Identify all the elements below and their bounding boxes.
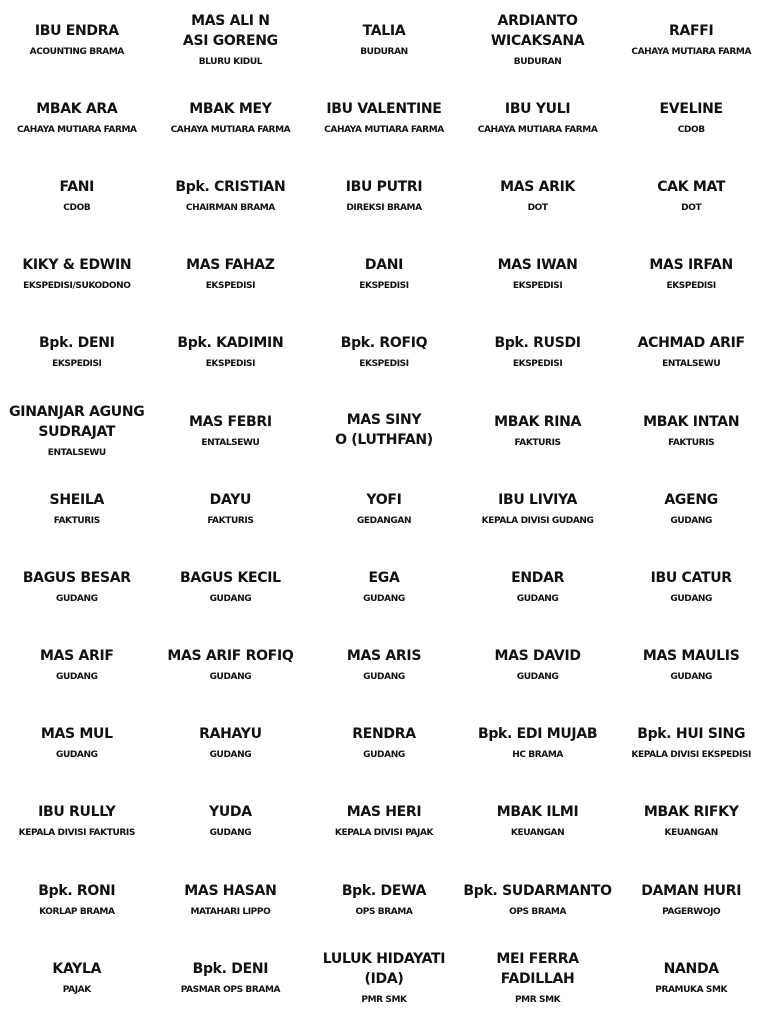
name-card [307,860,461,938]
name-card-organization: PMR SMK [514,994,561,1005]
name-card-organization: KEUANGAN [510,828,565,839]
name-card-name: MAS ALI N ASI GORENG [182,12,278,49]
name-card-name: NANDA [663,960,719,977]
name-card [0,704,154,782]
name-card [307,704,461,782]
name-card-organization: HC BRAMA [512,750,563,761]
name-card-organization: ENTALSEWU [201,437,260,448]
name-card [461,782,615,860]
name-card-name: Bpk. CRISTIAN [175,178,286,195]
name-card-name: Bpk. HUI SING [637,726,746,743]
name-card-name: MAS DAVID [494,648,581,665]
name-card-organization: ACOUNTING BRAMA [29,46,124,57]
name-card-organization: DOT [527,202,548,213]
name-card [154,469,308,547]
name-card-organization: PRAMUKA SMK [655,984,728,995]
name-card-name: RENDRA [352,726,416,743]
name-card-name: MAS ARIS [346,648,422,665]
name-card-organization: GUDANG [363,750,405,761]
name-card [461,469,615,547]
name-card-name: Bpk. EDI MUJAB [477,726,598,743]
name-card [0,313,154,391]
name-card-organization: EKSPEDISI [52,359,102,370]
name-card [154,860,308,938]
name-card-name: GINANJAR AGUNG SUDRAJAT [9,403,145,440]
name-card-organization: GUDANG [55,672,98,683]
name-card [154,626,308,704]
name-card-name: MBAK ARA [36,100,118,117]
name-card-name: IBU YULI [504,100,571,117]
name-card [461,626,615,704]
name-card [461,938,615,1016]
name-card [307,469,461,547]
name-card [0,547,154,625]
name-card [461,704,615,782]
name-card-organization: FAKTURIS [53,515,100,526]
name-card-organization: GUDANG [209,593,252,604]
name-card-name: IBU LIVIYA [498,491,578,508]
name-card-name: ACHMAD ARIF [637,335,745,352]
name-card-organization: FAKTURIS [514,437,561,448]
name-card-name: RAFFI [668,22,714,39]
name-card [154,391,308,469]
name-card-name: MAS SINY O (LUTHFAN) [335,412,433,449]
name-card [0,78,154,156]
name-card-organization: FAKTURIS [207,515,254,526]
name-card-name: MBAK ILMI [496,804,579,821]
name-card-name: Bpk. ROFIQ [340,335,428,352]
name-card-name: EVELINE [659,100,723,117]
name-card-organization: OPS BRAMA [355,906,413,917]
name-card-name: IBU PUTRI [345,178,423,195]
name-card-organization: GUDANG [670,593,713,604]
name-card-name: MAS IRFAN [649,257,733,274]
name-card [461,391,615,469]
name-card-name: MAS FAHAZ [186,257,275,274]
name-card [307,0,461,78]
name-card [0,860,154,938]
name-card [0,469,154,547]
name-card [0,156,154,234]
name-card [307,782,461,860]
name-card-name: AGENG [664,491,718,508]
name-card [307,626,461,704]
name-card [0,626,154,704]
name-card-name: MAS ARIF [39,648,114,665]
name-card-organization: CAHAYA MUTIARA FARMA [170,124,291,135]
name-card [614,156,768,234]
name-card-organization: EKSPEDISI [512,281,563,292]
name-card-organization: GEDANGAN [356,515,412,526]
name-card-name: YOFI [366,491,402,508]
name-card [614,78,768,156]
name-card-name: Bpk. SUDARMANTO [463,882,612,899]
name-card-name: MAS IWAN [497,257,578,274]
name-card [614,547,768,625]
name-card-organization: GUDANG [209,828,252,839]
name-card-name: MBAK MEY [189,100,272,117]
name-card [614,313,768,391]
name-card [154,78,308,156]
name-card [614,860,768,938]
name-card-name: ARDIANTO WICAKSANA [490,12,585,49]
name-card [614,938,768,1016]
name-card [154,938,308,1016]
name-card-organization: EKSPEDISI [205,359,256,370]
name-card-organization: PMR SMK [361,994,407,1005]
name-card-name: KAYLA [52,960,102,977]
name-card-name: MAS MUL [40,726,113,743]
name-card-name: MAS HERI [346,804,422,821]
name-card [154,0,308,78]
name-card-name: MAS FEBRI [188,413,272,430]
name-card [461,547,615,625]
name-card [614,235,768,313]
name-card [614,391,768,469]
name-card-organization: GUDANG [516,672,559,683]
name-card-organization: BUDURAN [513,56,562,67]
name-card-name: MAS MAULIS [642,648,740,665]
name-card [461,78,615,156]
name-card-name: BAGUS KECIL [179,569,281,586]
name-card-organization: KEUANGAN [664,828,718,839]
name-card-name: EGA [368,569,400,586]
name-card-name: BAGUS BESAR [22,569,131,586]
name-card-name: Bpk. RONI [38,882,116,899]
name-card [307,235,461,313]
name-card [461,313,615,391]
name-card-organization: CAHAYA MUTIARA FARMA [16,124,137,135]
name-card-organization: MATAHARI LIPPO [190,906,271,917]
name-card-name: Bpk. RUSDI [494,335,581,352]
name-card-name: MEI FERRA FADILLAH [496,950,579,987]
name-card-name: ENDAR [511,569,565,586]
name-card-name: SHEILA [49,491,105,508]
name-card-name: FANI [59,178,95,195]
name-card-organization: OPS BRAMA [509,906,567,917]
name-card-organization: ENTALSEWU [662,359,721,370]
name-card-name: RAHAYU [199,726,262,743]
name-card-organization: PASMAR OPS BRAMA [180,984,281,995]
name-card-name: DANI [364,257,404,274]
name-card-organization: CAHAYA MUTIARA FARMA [631,46,752,57]
name-card-organization: KEPALA DIVISI FAKTURIS [18,828,135,839]
name-card-name: Bpk. DEWA [341,882,427,899]
name-card-organization: GUDANG [670,515,713,526]
name-card [307,78,461,156]
name-card [614,0,768,78]
name-card-name: Bpk. KADIMIN [177,335,284,352]
name-card-name: LULUK HIDAYATI (IDA) [322,950,446,987]
name-card-name: IBU ENDRA [34,22,119,39]
name-card [0,938,154,1016]
name-card-organization: PAJAK [62,984,91,995]
name-card [0,0,154,78]
name-card-organization: CDOB [63,202,91,213]
name-card-organization: KEPALA DIVISI EKSPEDISI [631,750,751,761]
name-card-organization: DOT [681,202,702,213]
name-card-name: MBAK INTAN [643,413,740,430]
name-card-organization: EKSPEDISI [205,281,256,292]
name-card [154,313,308,391]
name-card [461,156,615,234]
name-card [461,235,615,313]
name-card [614,469,768,547]
name-card-name: Bpk. DENI [192,960,269,977]
name-card-organization: CAHAYA MUTIARA FARMA [324,124,444,135]
name-card-name: KIKY & EDWIN [22,257,132,274]
name-card-name: DAMAN HURI [641,882,742,899]
name-card-name: MAS ARIF ROFIQ [167,648,294,665]
name-card-organization: GUDANG [363,672,405,683]
name-card [307,156,461,234]
name-card-organization: EKSPEDISI [512,359,563,370]
name-card-name: MAS HASAN [184,882,277,899]
name-card-organization: GUDANG [670,672,713,683]
name-card-name: DAYU [209,491,252,508]
name-card-name: IBU RULLY [38,804,116,821]
name-card [0,782,154,860]
name-card-organization: GUDANG [55,750,98,761]
name-card [307,313,461,391]
name-card-organization: PAGERWOJO [662,906,721,917]
name-card [154,547,308,625]
name-card-organization: ENTALSEWU [47,447,106,458]
name-card-organization: GUDANG [363,593,405,604]
name-card-organization: EKSPEDISI [359,281,409,292]
name-card-organization: BUDURAN [360,46,408,57]
name-card [154,235,308,313]
name-card-name: IBU VALENTINE [326,100,442,117]
name-card-name: TALIA [362,22,406,39]
name-card-organization: GUDANG [209,750,252,761]
name-card [307,547,461,625]
name-card [614,704,768,782]
name-card-organization: FAKTURIS [668,437,715,448]
name-card [307,391,461,469]
name-card [461,0,615,78]
name-card-organization: GUDANG [516,593,559,604]
name-card [461,860,615,938]
name-card [0,391,154,469]
name-card-name: Bpk. DENI [38,335,115,352]
name-card-organization: CAHAYA MUTIARA FARMA [477,124,598,135]
name-card-organization: KEPALA DIVISI PAJAK [334,828,434,839]
name-card-name: CAK MAT [657,178,726,195]
name-card-name: MBAK RIFKY [643,804,739,821]
name-card-organization: CHAIRMAN BRAMA [185,202,275,213]
name-card-organization: KORLAP BRAMA [39,906,115,917]
name-card [0,235,154,313]
name-card [154,782,308,860]
name-card-organization: EKSPEDISI [359,359,409,370]
name-card-organization: GUDANG [55,593,98,604]
name-card [614,782,768,860]
name-card-organization: CDOB [677,124,705,135]
name-card [154,704,308,782]
name-card [307,938,461,1016]
name-card [614,626,768,704]
name-card-name: MBAK RINA [494,413,582,430]
name-card [154,156,308,234]
name-card-organization: EKSPEDISI/SUKODONO [23,281,131,292]
name-card-name: IBU CATUR [650,569,732,586]
name-card-name: YUDA [209,804,252,821]
name-card-organization: EKSPEDISI [666,281,716,292]
name-card-organization: GUDANG [209,672,252,683]
name-card-name: MAS ARIK [500,178,576,195]
name-card-organization: DIREKSI BRAMA [346,202,422,213]
name-card-organization: KEPALA DIVISI GUDANG [481,515,594,526]
name-card-organization: BLURU KIDUL [198,56,263,67]
